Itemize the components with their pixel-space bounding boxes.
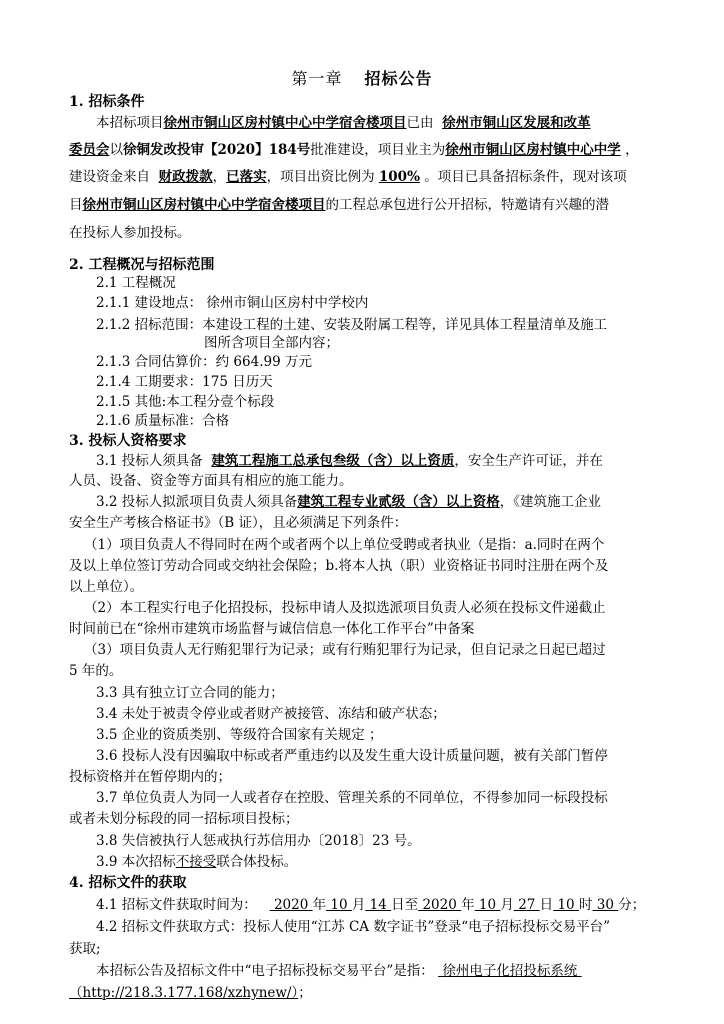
s3-line-10: （3）项目负责人无行贿犯罪行为记录；或有行贿犯罪行为记录，但自记录之日起已超过	[84, 642, 606, 658]
platform-url: （http://218.3.177.168/xzhynew/）	[69, 985, 299, 1001]
s3-line-17: 3.7 单位负责人为同一人或者存在控股、管理关系的不同单位，不得参加同一标段投标	[96, 790, 608, 806]
section-3-heading: 3. 投标人资格要求	[69, 433, 187, 449]
s3-line-1: 3.1 投标人须具备 建筑工程施工总承包叁级（含）以上资质，安全生产许可证，并在	[96, 453, 603, 469]
s3-line-20: 3.9 本次招标不接受联合体投标。	[96, 854, 298, 870]
section-2-heading: 2. 工程概况与招标范围	[69, 257, 215, 273]
section-4-heading: 4. 招标文件的获取	[69, 875, 187, 891]
s3-line-11: 5 年的。	[69, 663, 123, 679]
s3-line-15: 3.6 投标人没有因骗取中标或者严重违约以及发生重大设计质量问题，被有关部门暂停	[96, 748, 608, 764]
section-1-heading: 1. 招标条件	[69, 94, 145, 110]
s2-item-2-1-2: 2.1.2 招标范围：本建设工程的土建、安装及附属工程等，详见具体工程量清单及施工	[96, 317, 608, 333]
s3-line-5: （1）项目负责人不得同时在两个或者两个以上单位受聘或者执业（是指：a.同时在两个	[84, 537, 605, 553]
s2-item-2-1-3: 2.1.3 合同估算价：约 664.99 万元	[96, 354, 312, 370]
s3-line-3: 3.2 投标人拟派项目负责人须具备建筑工程专业贰级（含）以上资格，《建筑施工企业	[96, 494, 602, 510]
s2-item-2-1: 2.1 工程概况	[96, 275, 176, 291]
s3-line-14: 3.5 企业的资质类别、等级符合国家有关规定 ；	[96, 727, 383, 743]
platform-name: 徐州电子化招投标系统	[442, 963, 578, 979]
s1-line-4: 目徐州市铜山区房村镇中心中学宿舍楼项目的工程总承包进行公开招标，特邀请有兴趣的潜	[69, 197, 609, 213]
s3-line-7: 以上单位）。	[69, 579, 144, 595]
chapter-name: 招标公告	[364, 69, 433, 88]
s1-line-3: 建设资金来自 财政拨款，已落实，项目出资比例为 100% 。项目已具备招标条件，现对该项	[69, 169, 627, 185]
s3-line-13: 3.4 未处于被责令停业或者财产被接管、冻结和破产状态；	[96, 706, 446, 722]
s3-line-18: 或者未划分标段的同一招标项目投标；	[69, 811, 299, 827]
s3-line-19: 3.8 失信被执行人惩戒执行苏信用办〔2018〕23 号。	[96, 833, 421, 849]
s1-line-2: 委员会以徐铜发改投审【2020】184号批准建设，项目业主为徐州市铜山区房村镇中心中学 ，	[69, 142, 639, 158]
chapter-title	[0, 66, 724, 89]
s3-line-8: （2）本工程实行电子化招投标，投标申请人及拟选派项目负责人必须在投标文件递截止	[84, 600, 606, 616]
s2-item-2-1-1: 2.1.1 建设地点： 徐州市铜山区房村中学校内	[96, 295, 369, 311]
s4-platform-line-2: （http://218.3.177.168/xzhynew/）；	[69, 985, 312, 1001]
s3-line-16: 投标资格并在暂停期内的；	[69, 769, 231, 785]
s2-item-2-1-2-cont: 图所含项目全部内容；	[204, 335, 339, 351]
s3-line-2: 人员、设备、资金等方面具有相应的施工能力。	[69, 473, 353, 489]
s3-line-9: 时间前已在“徐州市建筑市场监督与诚信信息一体化工作平台”中备案	[69, 621, 475, 637]
s4-method-line-2: 获取;	[69, 941, 101, 957]
s1-line-5: 在投标人参加投标。	[69, 225, 191, 241]
s2-item-2-1-6: 2.1.6 质量标准：合格	[96, 413, 230, 429]
s4-method-line-1: 4.2 招标文件获取方式：投标人使用“江苏 CA 数字证书”登录“电子招标投标交易平台”	[96, 919, 611, 935]
s4-platform-line-1: 本招标公告及招标文件中“电子招标投标交易平台”是指： 徐州电子化招投标系统	[96, 963, 578, 979]
s3-line-4: 安全生产考核合格证书》（B 证），且必须满足下列条件：	[69, 515, 408, 531]
s1-line-1: 本招标项目徐州市铜山区房村镇中心中学宿舍楼项目已由 徐州市铜山区发展和改革	[96, 115, 591, 131]
s3-line-6: 及以上单位签订劳动合同或交纳社会保险；b.将本人执（职）业资格证书同时注册在两个及	[69, 558, 609, 574]
s2-item-2-1-5: 2.1.5 其他:本工程分壹个标段	[96, 394, 275, 410]
s3-line-12: 3.3 具有独立订立合同的能力；	[96, 685, 284, 701]
s4-time-line: 4.1 招标文件获取时间为： 2020 年 10 月 14 日至 2020 年 10 月 27 日 10 时 30 分；	[96, 897, 646, 913]
s2-item-2-1-4: 2.1.4 工期要求：175 日历天	[96, 374, 273, 390]
chapter-label: 第一章	[291, 69, 343, 88]
